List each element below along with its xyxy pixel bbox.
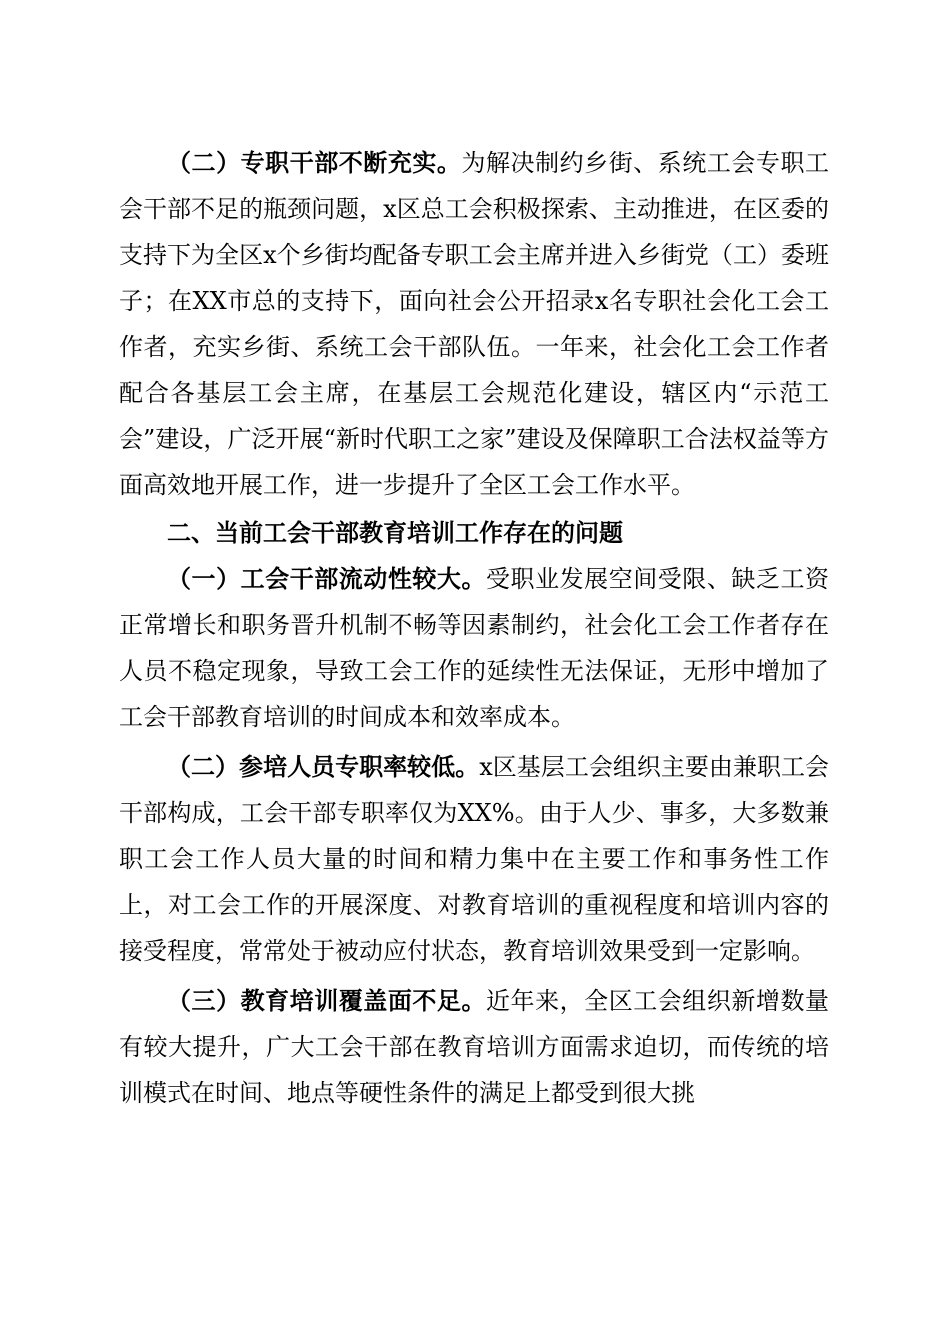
paragraph-lead: （一）工会干部流动性较大。	[167, 564, 486, 593]
paragraph-lead: （二）专职干部不断充实。	[167, 148, 462, 177]
paragraph-lead: （二）参培人员专职率较低。	[167, 752, 480, 781]
paragraph-lead: （三）教育培训覆盖面不足。	[167, 986, 486, 1015]
paragraph-full-time-rate	[119, 744, 829, 974]
section-heading: 二、当前工会干部教育培训工作存在的问题	[167, 519, 623, 547]
paragraph-full-time-cadres	[119, 140, 829, 508]
paragraph-text: 为解决制约乡街、系统工会专职工会干部不足的瓶颈问题，x区总工会积极探索、主动推进，在区委的支持下为全区x个乡街均配备专职工会主席并进入乡街党（工）委班子；在XX市总的支持下，面向社会公开招录x名专职社会化工会工作者，充实乡街、系统工会干部队伍。一年来，社会化工会工作者配合各基层工会主席，在基层工会规范化建设，辖区内“示范工会”建设，广泛开展“新时代职工之家”建设及保障职工合法权益等方面高效地开展工作，进一步提升了全区工会工作水平。	[119, 149, 830, 499]
paragraph-text: x区基层工会组织主要由兼职工会干部构成，工会干部专职率仅为XX%。由于人少、事多，大多数兼职工会工作人员大量的时间和精力集中在主要工作和事务性工作上，对工会工作的开展深度、对教育培训的重视程度和培训内容的接受程度，常常处于被动应付状态，教育培训效果受到一定影响。	[119, 753, 829, 965]
paragraph-text: 近年来，全区工会组织新增数量有较大提升，广大工会干部在教育培训方面需求迫切，而传统的培训模式在时间、地点等硬性条件的满足上都受到很大挑	[119, 987, 829, 1107]
paragraph-training-coverage	[119, 978, 829, 1116]
paragraph-text: 受职业发展空间受限、缺乏工资正常增长和职务晋升机制不畅等因素制约，社会化工会工作者存在人员不稳定现象，导致工会工作的延续性无法保证，无形中增加了工会干部教育培训的时间成本和效率成本。	[119, 565, 829, 731]
document-body	[119, 140, 829, 1116]
paragraph-cadre-mobility	[119, 556, 829, 740]
